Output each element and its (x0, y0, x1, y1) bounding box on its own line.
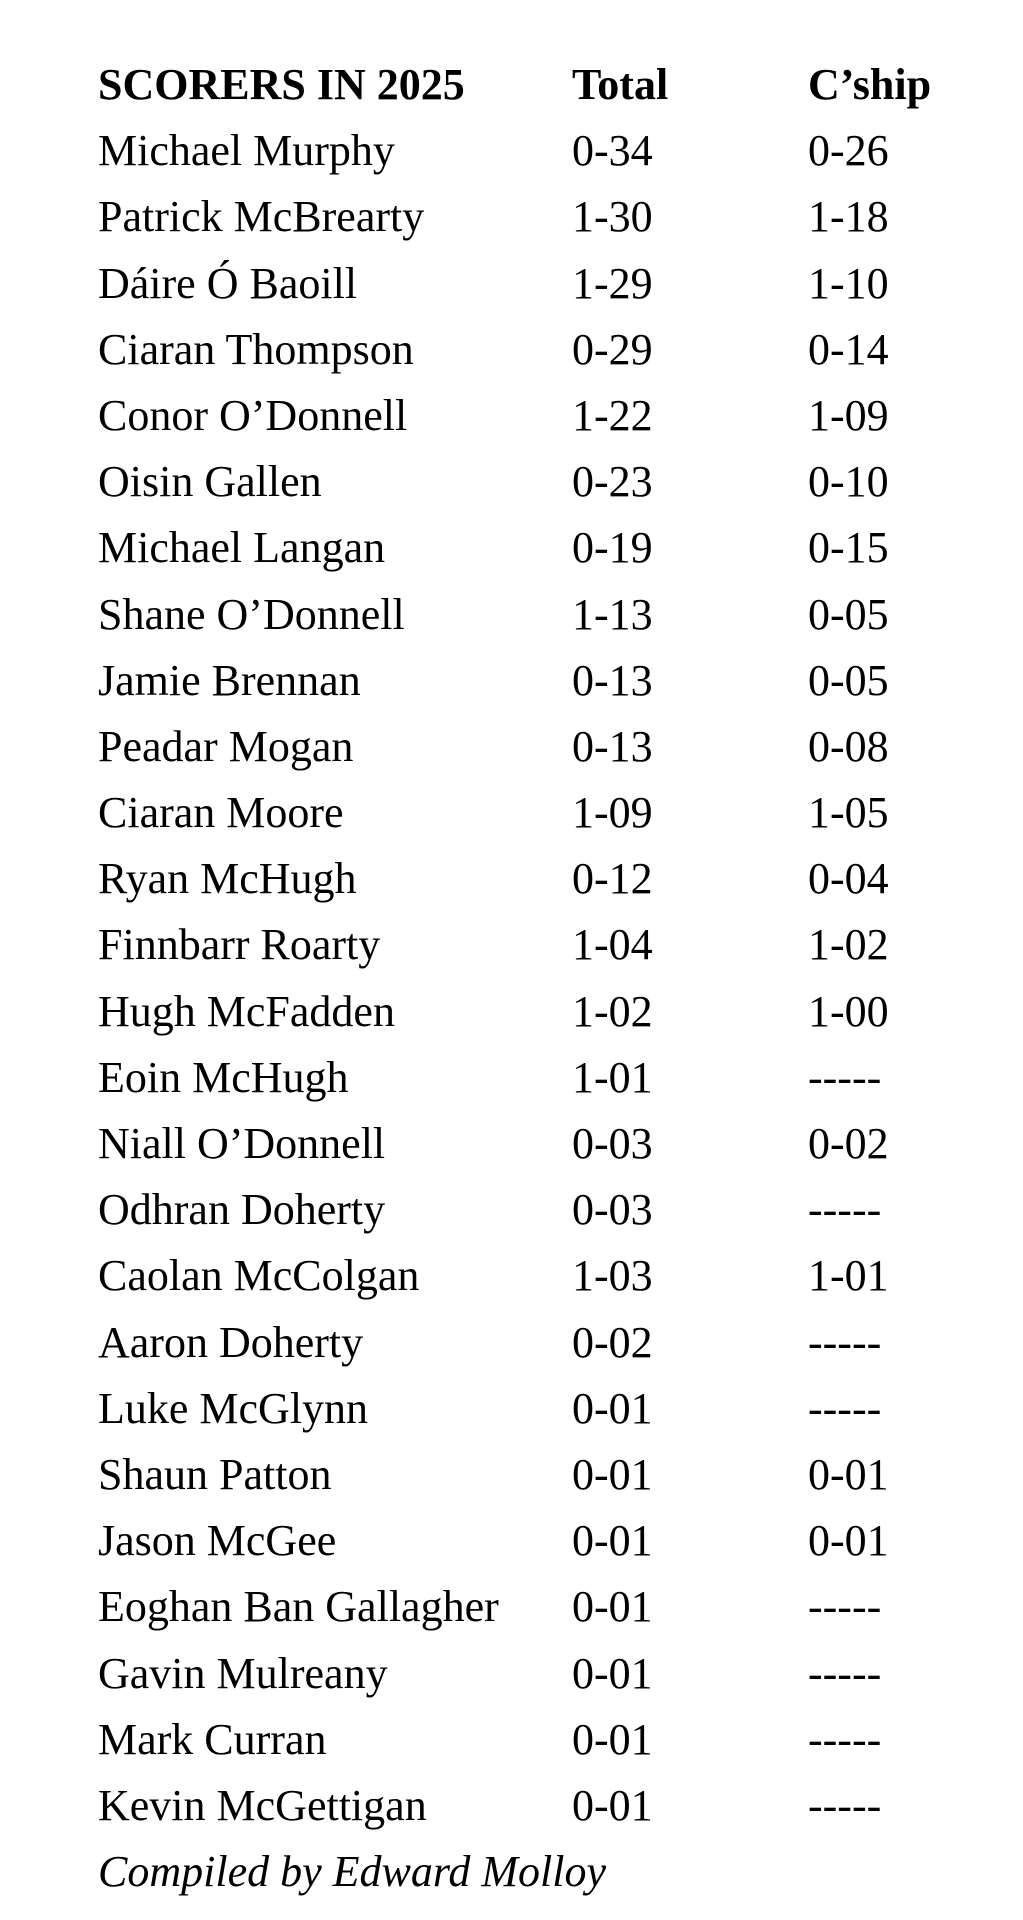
total-score: 1-03 (572, 1251, 653, 1301)
table-row (98, 515, 978, 581)
championship-score: ----- (808, 1052, 882, 1102)
total-score: 1-04 (572, 920, 653, 970)
player-name: Hugh McFadden (98, 986, 395, 1036)
total-score: 1-22 (572, 390, 653, 440)
championship-score: 0-02 (808, 1119, 889, 1168)
table-row (98, 184, 978, 250)
player-name: Jason McGee (98, 1516, 337, 1566)
total-score: 0-01 (572, 1714, 653, 1764)
table-row (98, 1376, 978, 1442)
total-score: 1-29 (572, 258, 653, 308)
player-name: Finnbarr Roarty (98, 920, 381, 970)
championship-score: ----- (808, 1648, 882, 1698)
championship-score: 1-01 (808, 1251, 889, 1301)
table-row (98, 1310, 978, 1376)
total-score: 1-02 (572, 986, 653, 1036)
table-row (98, 1045, 978, 1111)
table-row (98, 449, 978, 515)
header-cship: C’ship (808, 60, 932, 109)
table-row (98, 582, 978, 648)
total-score: 0-03 (572, 1119, 653, 1168)
championship-score: ----- (808, 1582, 882, 1632)
total-score: 0-01 (572, 1780, 653, 1830)
header-total: Total (572, 60, 669, 109)
total-score: 0-01 (572, 1648, 653, 1698)
player-name: Gavin Mulreany (98, 1648, 388, 1698)
total-score: 0-01 (572, 1582, 653, 1632)
player-name: Oisin Gallen (98, 457, 322, 507)
player-name: Luke McGlynn (98, 1383, 369, 1433)
player-name: Michael Langan (98, 523, 386, 573)
total-score: 1-13 (572, 589, 653, 639)
table-row (98, 118, 978, 184)
championship-score: 0-14 (808, 324, 889, 374)
table-row (98, 1111, 978, 1177)
championship-score: ----- (808, 1383, 882, 1433)
player-name: Kevin McGettigan (98, 1780, 427, 1830)
player-name: Aaron Doherty (98, 1317, 364, 1367)
player-name: Michael Murphy (98, 126, 395, 176)
total-score: 0-01 (572, 1516, 653, 1566)
championship-score: ----- (808, 1714, 882, 1764)
total-score: 0-13 (572, 655, 653, 705)
player-name: Patrick McBrearty (98, 192, 425, 242)
championship-score: 0-01 (808, 1516, 889, 1566)
table-row (98, 251, 978, 317)
championship-score: 0-15 (808, 523, 889, 573)
championship-score: 1-05 (808, 788, 889, 838)
player-name: Dáire Ó Baoill (98, 258, 358, 308)
player-name: Shane O’Donnell (98, 589, 405, 639)
scorers-table (98, 52, 978, 1905)
championship-score: 0-05 (808, 655, 889, 705)
championship-score: 0-10 (808, 457, 889, 507)
player-name: Ciaran Moore (98, 788, 344, 838)
championship-score: 1-18 (808, 192, 889, 242)
table-row (98, 1177, 978, 1243)
table-row (98, 714, 978, 780)
table-row (98, 383, 978, 449)
championship-score: 0-04 (808, 854, 889, 904)
table-row (98, 1641, 978, 1707)
player-name: Peadar Mogan (98, 721, 354, 771)
table-row (98, 1574, 978, 1640)
table-row (98, 1773, 978, 1839)
championship-score: 1-09 (808, 390, 889, 440)
player-name: Mark Curran (98, 1714, 327, 1764)
compiled-by-credit: Compiled by Edward Molloy (98, 1847, 606, 1897)
championship-score: ----- (808, 1780, 882, 1830)
total-score: 0-13 (572, 721, 653, 771)
total-score: 0-01 (572, 1449, 653, 1499)
table-row (98, 1508, 978, 1574)
table-row (98, 780, 978, 846)
table-row (98, 979, 978, 1045)
total-score: 1-01 (572, 1052, 653, 1102)
player-name: Eoghan Ban Gallagher (98, 1582, 499, 1632)
total-score: 0-34 (572, 126, 653, 176)
total-score: 0-23 (572, 457, 653, 507)
table-row (98, 648, 978, 714)
player-name: Ciaran Thompson (98, 324, 414, 374)
total-score: 0-02 (572, 1317, 653, 1367)
table-row (98, 1442, 978, 1508)
table-row (98, 846, 978, 912)
player-name: Niall O’Donnell (98, 1119, 386, 1168)
player-name: Ryan McHugh (98, 854, 357, 904)
championship-score: 0-26 (808, 126, 889, 176)
player-name: Eoin McHugh (98, 1052, 349, 1102)
championship-score: ----- (808, 1317, 882, 1367)
total-score: 1-09 (572, 788, 653, 838)
table-row (98, 1707, 978, 1773)
header-name: SCORERS IN 2025 (98, 60, 465, 109)
total-score: 0-01 (572, 1383, 653, 1433)
championship-score: 0-05 (808, 589, 889, 639)
championship-score: 0-08 (808, 721, 889, 771)
table-row (98, 1243, 978, 1309)
table-row (98, 317, 978, 383)
championship-score: ----- (808, 1185, 882, 1235)
championship-score: 0-01 (808, 1449, 889, 1499)
player-name: Caolan McColgan (98, 1251, 420, 1301)
total-score: 0-03 (572, 1185, 653, 1235)
table-body (98, 118, 978, 1839)
total-score: 1-30 (572, 192, 653, 242)
total-score: 0-19 (572, 523, 653, 573)
table-row (98, 912, 978, 978)
total-score: 0-12 (572, 854, 653, 904)
player-name: Conor O’Donnell (98, 390, 408, 440)
player-name: Odhran Doherty (98, 1185, 386, 1235)
total-score: 0-29 (572, 324, 653, 374)
player-name: Jamie Brennan (98, 655, 361, 705)
player-name: Shaun Patton (98, 1449, 332, 1499)
championship-score: 1-00 (808, 986, 889, 1036)
championship-score: 1-02 (808, 920, 889, 970)
championship-score: 1-10 (808, 258, 889, 308)
table-header (98, 52, 978, 118)
